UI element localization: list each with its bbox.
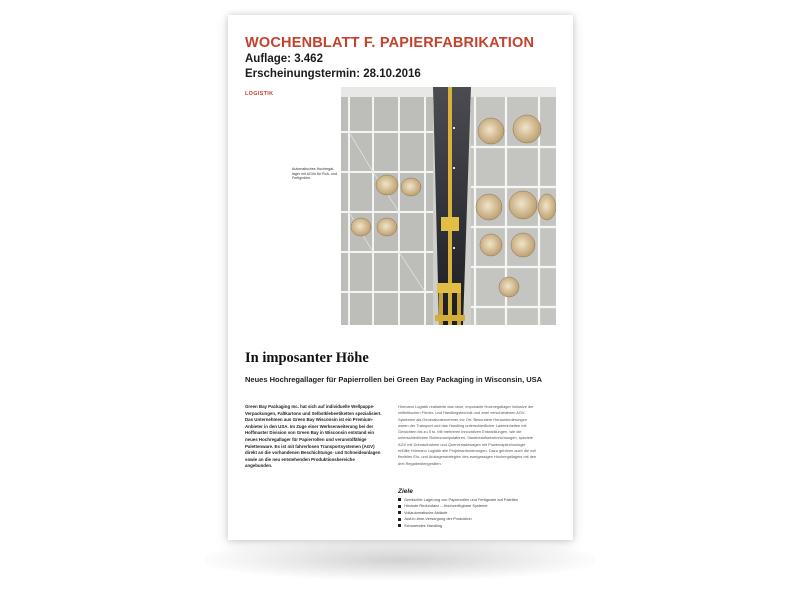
goal-item: Höchste Redundanz – Hochverfügbare Systeme — [398, 503, 558, 509]
publication-title: WOCHENBLATT F. PAPIERFABRIKATION — [245, 35, 535, 51]
bullet-square-icon — [398, 505, 401, 508]
article-subheadline: Neues Hochregallager für Papierrollen bei Green Bay Packaging in Wisconsin, USA — [245, 375, 543, 384]
goals-title: Ziele — [398, 488, 413, 495]
bullet-square-icon — [398, 511, 401, 514]
warehouse-illustration — [341, 87, 556, 325]
goal-item: Schonendes Handling — [398, 523, 558, 529]
bullet-square-icon — [398, 498, 401, 501]
article-intro-text: Green Bay Packaging Inc. hat sich auf individuelle Wellpappe-Verpackungen, Faltkartons und Selbstklebeetiketten spezialisiert. Das Unternehmen aus Green Bay Wisconsin ist ein Premium-Anbieter in den USA. Im Zuge einer Werkserweiterung bei der Hoffmaster Division von Green Bay in Wisconsin entstand ein neues Hochregallager für Papierrollen und verunstdfähige Palettenware. Es ist mit fahrerlosen Transportsystemen (AGV) direkt an die vorhandenen Beschichtungs- und Schneideanlagen sowie an die neu entstehenden Produktionsbereiche angebunden. — [245, 404, 382, 469]
goal-item: Vollautomatische Abläufe — [398, 510, 558, 516]
article-headline: In imposanter Höhe — [245, 350, 369, 366]
section-label: LOGISTIK — [245, 91, 274, 97]
article-body-text: Hörmann Logistik realisierte das neue, imposante Hochregallager inklusive der zeitkritischen Förder- und Handlingstechnik und zwei verschiedenen AGV-Systemen als Generalunternehmer vor Ort. Besondere Herausforderungen waren der Transport und das Handling unterschiedlicher Ladeeinheiten mit Gewichten bis zu 5 to. Mit mehreren innovativen Entwicklungen, wie die unterschiedlichen Rollenmanipulatoren, Sauebeaufsetzeinrichtungen, speziele AGV mit Dornaufnahme und Querverladewagen mit Powercaptechnologie erfüllte Hörmann Logistik alle Projektanforderungen. Dazu gehören auch die voll flexiblen Ein- und Auslagerstrategien des zweigassigen Hochregallagers mit den drei Regalbediengeräten. — [398, 404, 537, 466]
bullet-square-icon — [398, 518, 401, 521]
goal-item: Just-in-time-Versorgung der Produktion — [398, 516, 558, 522]
magazine-page — [228, 15, 573, 540]
release-date-info: Erscheinungstermin: 28.10.2016 — [245, 68, 421, 80]
photo-caption: Automatisches Hochregal-lager mit AGVs für Roh- und Fertigrollen. — [292, 167, 337, 181]
goal-item: Gemischte Lagerung von Papierrollen und Fertigware auf Paletten — [398, 497, 558, 503]
warehouse-photo — [341, 87, 556, 325]
page-drop-shadow — [205, 540, 595, 580]
goals-box — [398, 488, 558, 529]
circulation-info: Auflage: 3.462 — [245, 53, 323, 65]
bullet-square-icon — [398, 524, 401, 527]
